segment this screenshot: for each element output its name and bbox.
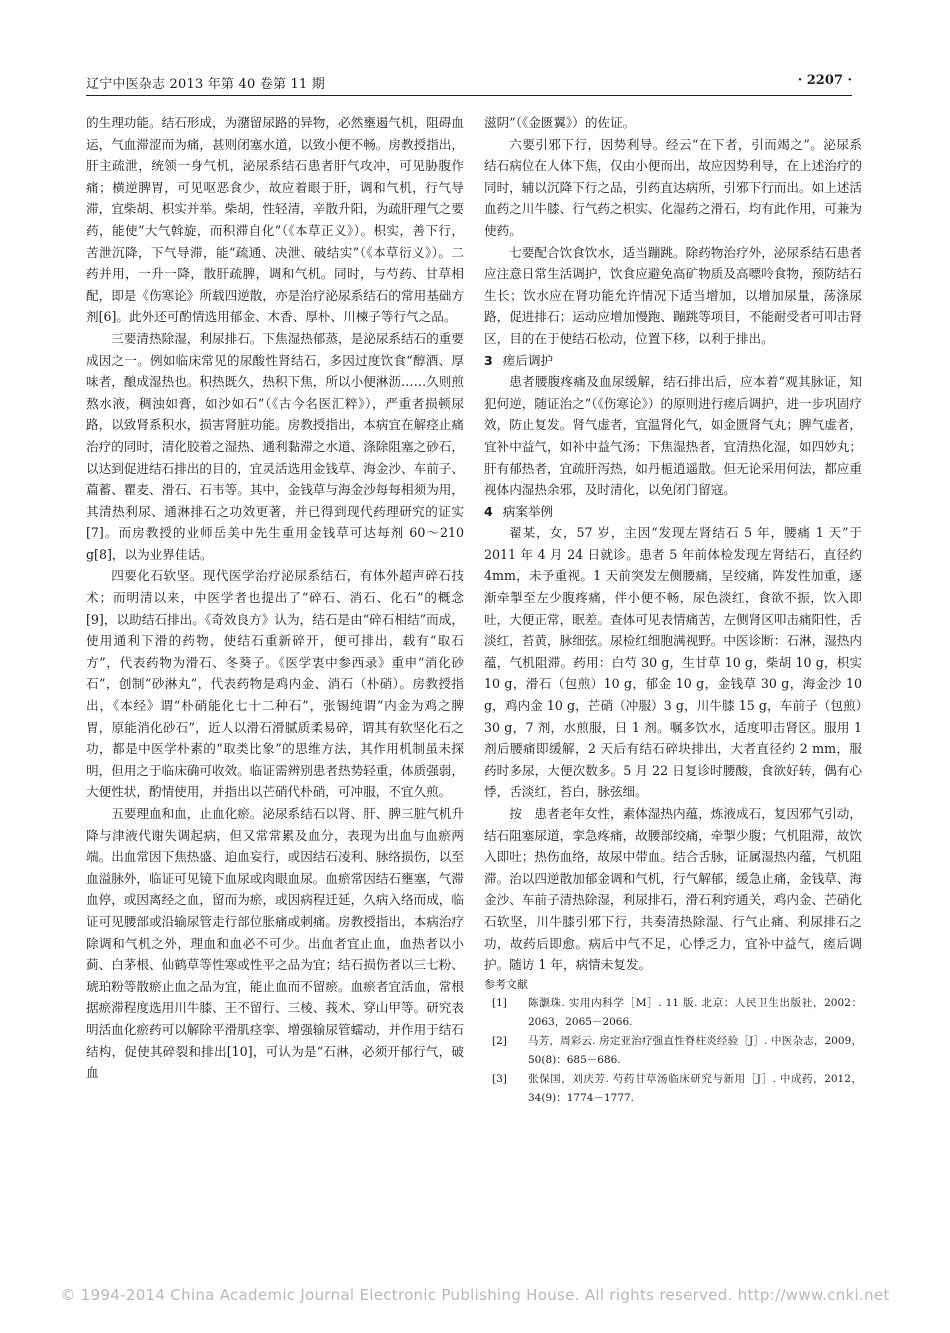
reference-item (484, 1032, 862, 1070)
section-number: 3 (484, 352, 493, 368)
paragraph: 七要配合饮食饮水，适当蹦跳。除药物治疗外，泌尿系结石患者应注意日常生活调护，饮食应避免高矿物质及高嘌呤食物，预防结石生长；饮水应在肾功能允许情况下适当增加，以增加尿量，荡涤尿路，促进排石；运动应增加慢跑、蹦跳等项目，不能耐受者可叩击肾区，目的在于使结石松动，位置下移，以利于排出。 (484, 244, 862, 346)
section-title: 病案举例 (502, 503, 554, 519)
section-heading-4 (484, 501, 862, 523)
paragraph: 四要化石软坚。现代医学治疗泌尿系结石，有体外超声碎石技术；而明清以来，中医学者也提出了“碎石、消石、化石”的概念[9]，以助结石排出。《奇效良方》认为，结石是由“碎石相结”而成，使用通利下滑的药物，使结石重新碎开，便可排出，载有“取石方”，代表药物为滑石、冬葵子。《医学衷中参西录》重申“消化砂石”，创制“砂淋丸”，代表药物是鸡内金、消石（朴硝）。房教授指出，《本经》谓“朴硝能化七十二种石”，张锡纯谓“内金为鸡之脾胃，原能消化砂石”，近人以滑石滑腻质柔易碎，谓其有软坚化石之功，都是中医学朴素的“取类比象”的思维方法，其作用机制虽未探明，但用之于临床确可收效。临证需辨别患者热势轻重，体质强弱，大便性状，酌情使用，并指出以芒硝代朴硝，可冲服，不宜久煎。 (86, 568, 464, 800)
copyright-footer: © 1994-2014 China Academic Journal Electronic Publishing House. All rights reserved. http://www.cnki.net (60, 1286, 890, 1304)
reference-item (484, 994, 862, 1032)
section-number: 4 (484, 503, 493, 519)
reference-text: 马芳，周彩云. 房定亚治疗强直性脊柱炎经验［J］. 中医杂志，2009，50(8)：685－686. (528, 1034, 862, 1066)
paragraph: 五要理血和血，止血化瘀。泌尿系结石以肾、肝、脾三脏气机升降与津液代谢失调起病，但又常常累及血分，表现为出血与血瘀两端。出血常因下焦热盛、迫血妄行，或因结石凌利、脉络损伤，以至血溢脉外，临证可见镜下血尿或肉眼血尿。血瘀常因结石壅塞，气滞血停，或因离经之血，留而为瘀，或因病程迁延，久病入络而成，临证可见腰部或沿输尿管走行部位胀痛或刺痛。房教授指出，本病治疗除调和气机之外，理血和血必不可少。出血者宜止血，血热者以小蓟、白茅根、仙鹤草等性寒或性平之品为宜；结石损伤者以三七粉、琥珀粉等散瘀止血之品为宜，能止血而不留瘀。血瘀者宜活血，常根据瘀滞程度选用川牛膝、王不留行、三棱、莪术、穿山甲等。研究表明活血化瘀药可以解除平滑肌痉挛、增强输尿管蠕动，并作用于结石结构，促使其碎裂和排出[10]，可认为是“石淋，必须开郁行气，破血 (86, 806, 464, 1081)
reference-item (484, 1070, 862, 1108)
paragraph: 翟某，女，57 岁，主因“发现左肾结石 5 年，腰痛 1 天”于 2011 年 4 月 24 日就诊。患者 5 年前体检发现左肾结石，直径约 4mm，未予重视。1 天前突发左侧腰痛，呈绞痛，阵发性加重，逐渐牵掣至左少腹疼痛，伴小便不畅，尿色淡红，食欲不振，饮入即吐，大便正常，眠差。查体可见表情痛苦，左侧肾区叩击痛阳性，舌淡红，苔黄，脉细弦。尿检红细胞满视野。中医诊断：石淋，湿热内蕴，气机阻滞。药用：白芍 30 g，生甘草 10 g，柴胡 10 g，枳实 10 g，滑石（包煎）10 g，郁金 10 g，金钱草 30 g，海金沙 10 g，鸡内金 10 g，芒硝（冲服）3 g，川牛膝 15 g，车前子（包煎）30 g，7 剂，水煎服，日 1 剂。嘱多饮水，适度叩击肾区。服用 1 剂后腰痛即缓解，2 天后有结石碎块排出，大者直径约 2 mm，服药时多尿，大便次数多。5 月 22 日复诊时腰酸，食欲好转，偶有心悸，舌淡红，苔白，脉弦细。 (484, 525, 862, 800)
reference-number: [3] (492, 1072, 507, 1085)
section-title: 瘥后调护 (502, 352, 554, 368)
references-title: 参考文献 (484, 977, 528, 991)
right-column (484, 112, 862, 1108)
paragraph: 滋阴”（《金匮翼》）的佐证。 (484, 115, 636, 130)
paragraph: 按 患者老年女性，素体湿热内蕴，炼液成石，复因邪气引动，结石阻塞尿道，挛急疼痛，故腰部绞痛，牵掣少腹；气机阻滞，故饮入即吐；热伤血络，故尿中带血。结合舌脉，证属湿热内蕴，气机阻滞。治以四逆散加郁金调和气机，行气解郁，缓急止痛，金钱草、海金沙、车前子清热除湿，利尿排石，滑石利窍通关，鸡内金、芒硝化石软坚，川牛膝引邪下行，共奏清热除湿、行气止痛、利尿排石之功，故药后即愈。病后中气不足，心悸乏力，宜补中益气，瘥后调护。随访 1 年，病情未复发。 (484, 806, 862, 973)
reference-text: 陈灏珠. 实用内科学［M］. 11 版. 北京：人民卫生出版社，2002：2063，2065－2066. (528, 996, 862, 1028)
section-heading-3 (484, 350, 862, 372)
paragraph: 患者腰腹疼痛及血尿缓解，结石排出后，应本着“观其脉证，知犯何逆，随证治之”（《伤寒论》）的原则进行瘥后调护，进一步巩固疗效，防止复发。肾气虚者，宜温肾化气，如金匮肾气丸；脾气虚者，宜补中益气，如补中益气汤；下焦湿热者，宜清热化湿，如四妙丸；肝有郁热者，宜疏肝泻热，如丹栀逍遥散。但无论采用何法，都应重视体内湿热余邪，及时清化，以免闭门留寇。 (484, 374, 862, 498)
reference-number: [2] (492, 1034, 507, 1047)
paragraph: 六要引邪下行，因势利导。经云“在下者，引而竭之”。泌尿系结石病位在人体下焦，仅由小便而出，故应因势利导，在上述治疗的同时，辅以沉降下行之品，引药直达病所，引邪下行而出。如上述活血药之川牛膝、行气药之枳实、化湿药之滑石，均有此作用，可兼为使药。 (484, 136, 862, 238)
reference-text: 张保国，刘庆芳. 芍药甘草汤临床研究与新用［J］. 中成药，2012，34(9)：1774－1777. (528, 1072, 862, 1104)
header-rule (86, 95, 852, 96)
reference-number: [1] (492, 996, 507, 1009)
paragraph: 的生理功能。结石形成，为潴留尿路的异物，必然壅遏气机，阻碍血运，气血滞涩而为痛，甚则闭塞水道，以致小便不畅。房教授指出，肝主疏泄，统领一身气机，泌尿系结石患者肝气攻冲，可见胁腹作痛；横逆脾胃，可见呕恶食少，故应着眼于肝，调和气机，行气导滞，宜柴胡、枳实并举。柴胡，性轻清，辛散升阳，为疏肝理气之要药，能使“大气斡旋，而积滞自化”（《本草正义》）。枳实，善下行，苦泄沉降，下气导滞，能“疏通、决泄、破结实”（《本草衍义》）。二药并用，一升一降，散肝疏脾，调和气机。同时，与芍药、甘草相配，即是《伤寒论》所载四逆散，亦是治疗泌尿系结石的常用基础方剂[6]。此外还可酌情选用郁金、木香、厚朴、川楝子等行气之品。 (86, 115, 464, 325)
left-column (86, 112, 464, 1084)
journal-header: 辽宁中医杂志 2013 年第 40 卷第 11 期 (86, 77, 325, 92)
page-number: · 2207 · (797, 73, 852, 88)
paragraph: 三要清热除湿，利尿排石。下焦湿热郁蒸，是泌尿系结石的重要成因之一。例如临床常见的尿酸性肾结石，多因过度饮食“醇酒、厚味者，酿成湿热也。积热既久，热积下焦，所以小便淋沥……久则煎熬水液，稠浊如膏，如沙如石”（《古今名医汇粹》），严重者损顿尿路，以致肾系积水，损害肾脏功能。房教授指出，本病宜在解痉止痛治疗的同时，清化胶着之湿热、通利黏滞之水道、涤除阻塞之砂石，以达到促进结石排出的目的，宜灵活选用金钱草、海金沙、车前子、萹蓄、瞿麦、滑石、石韦等。其中，金钱草与海金沙每每相须为用，其清热利尿、通淋排石之功效更著，并已得到现代药理研究的证实[7]。而房教授的业师岳美中先生重用金钱草可达每剂 60～210 g[8]，以为业界佳话。 (86, 330, 464, 562)
